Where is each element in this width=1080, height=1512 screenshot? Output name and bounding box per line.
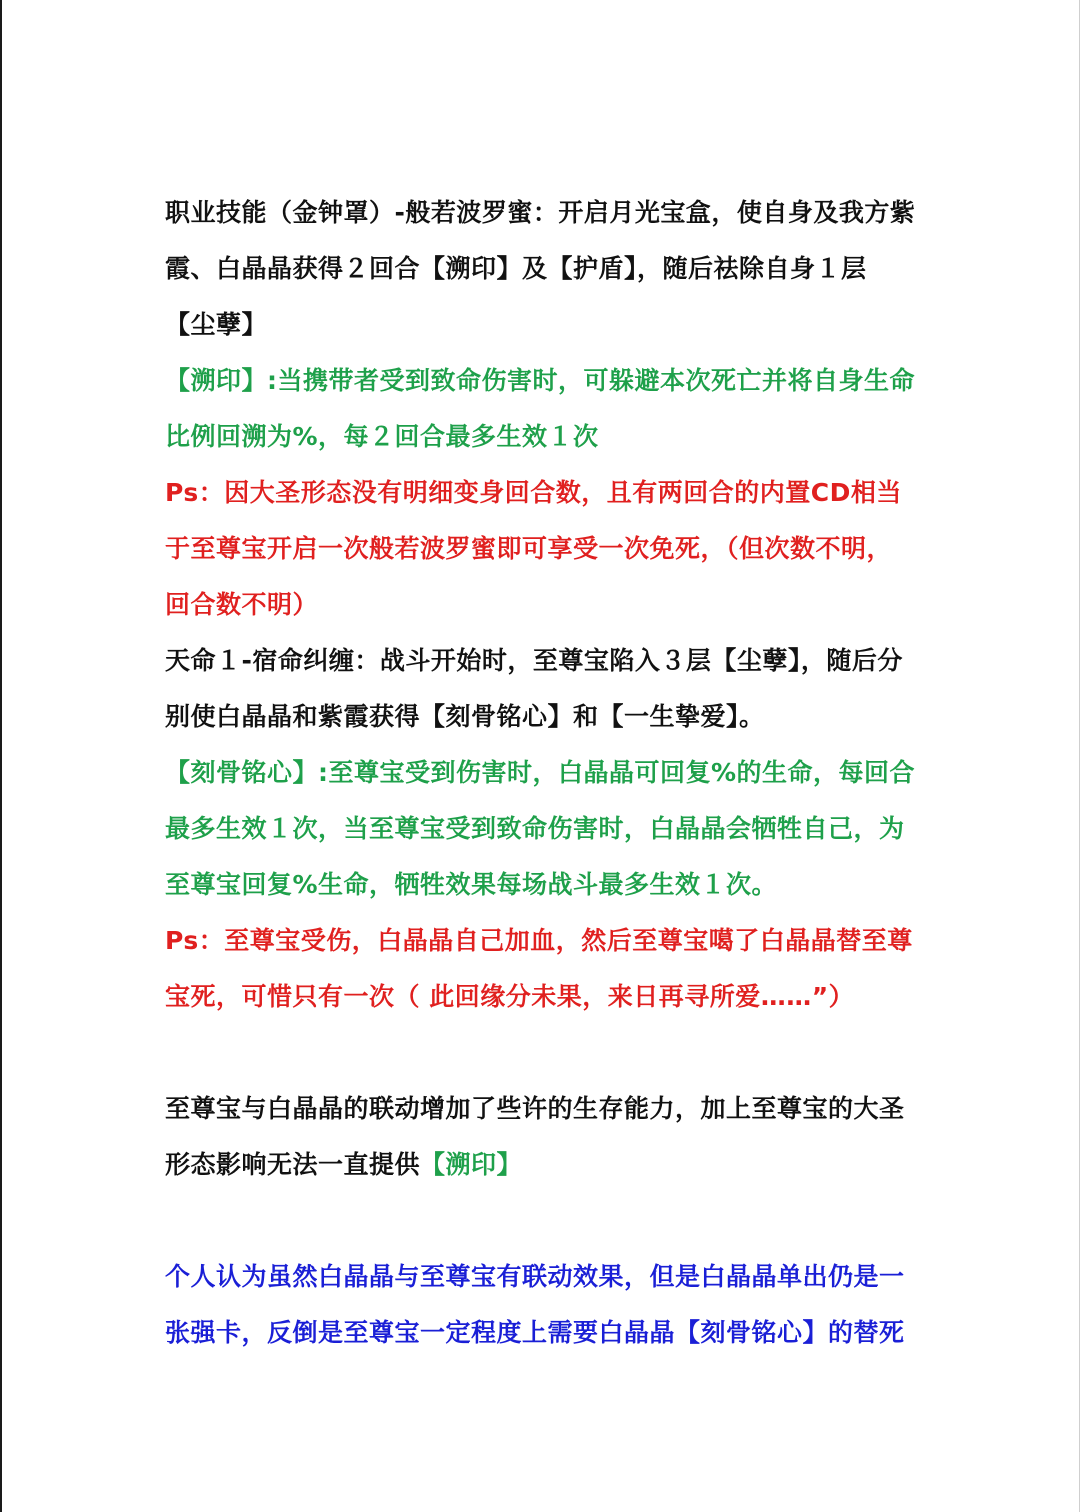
- paragraph-spacer: [165, 1193, 917, 1249]
- page-left-edge: [0, 0, 2, 1512]
- destiny-note: Ps：至尊宝受伤，白晶晶自己加血，然后至尊宝噶了白晶晶替至尊宝死，可惜只有一次（ 此回缘分未果，来日再寻所爱……”）: [165, 926, 913, 1011]
- synergy-summary: [165, 1081, 917, 1193]
- personal-opinion: 个人认为虽然白晶晶与至尊宝有联动效果，但是白晶晶单出仍是一张强卡，反倒是至尊宝一定程度上需要白晶晶【刻骨铭心】的替死: [165, 1262, 905, 1347]
- suyin-effect-description: 【溯印】:当携带者受到致命伤害时，可躲避本次死亡并将自身生命比例回溯为%，每２回合最多生效１次: [165, 366, 916, 451]
- synergy-summary-text: 至尊宝与白晶晶的联动增加了些许的生存能力，加上至尊宝的大圣形态影响无法一直提供: [165, 1094, 905, 1179]
- destiny-description: 天命１-宿命纠缠：战斗开始时，至尊宝陷入３层【尘孽】，随后分别使白晶晶和紫霞获得【刻骨铭心】和【一生挚爱】。: [165, 646, 903, 731]
- skill-description: 职业技能（金钟罩）-般若波罗蜜：开启月光宝盒，使自身及我方紫霞、白晶晶获得２回合【溯印】及【护盾】，随后祛除自身１层【尘孽】: [165, 198, 916, 339]
- document-body: [165, 185, 917, 1361]
- suyin-tag: 【溯印】: [420, 1150, 523, 1179]
- skill-note: Ps：因大圣形态没有明细变身回合数，且有两回合的内置CD相当于至尊宝开启一次般若波罗蜜即可享受一次免死，（但次数不明，回合数不明）: [165, 478, 902, 619]
- paragraph-spacer: [165, 1025, 917, 1081]
- kegu-effect-description: 【刻骨铭心】:至尊宝受到伤害时，白晶晶可回复%的生命，每回合最多生效１次，当至尊宝受到致命伤害时，白晶晶会牺牲自己，为至尊宝回复%生命，牺牲效果每场战斗最多生效１次。: [165, 758, 916, 899]
